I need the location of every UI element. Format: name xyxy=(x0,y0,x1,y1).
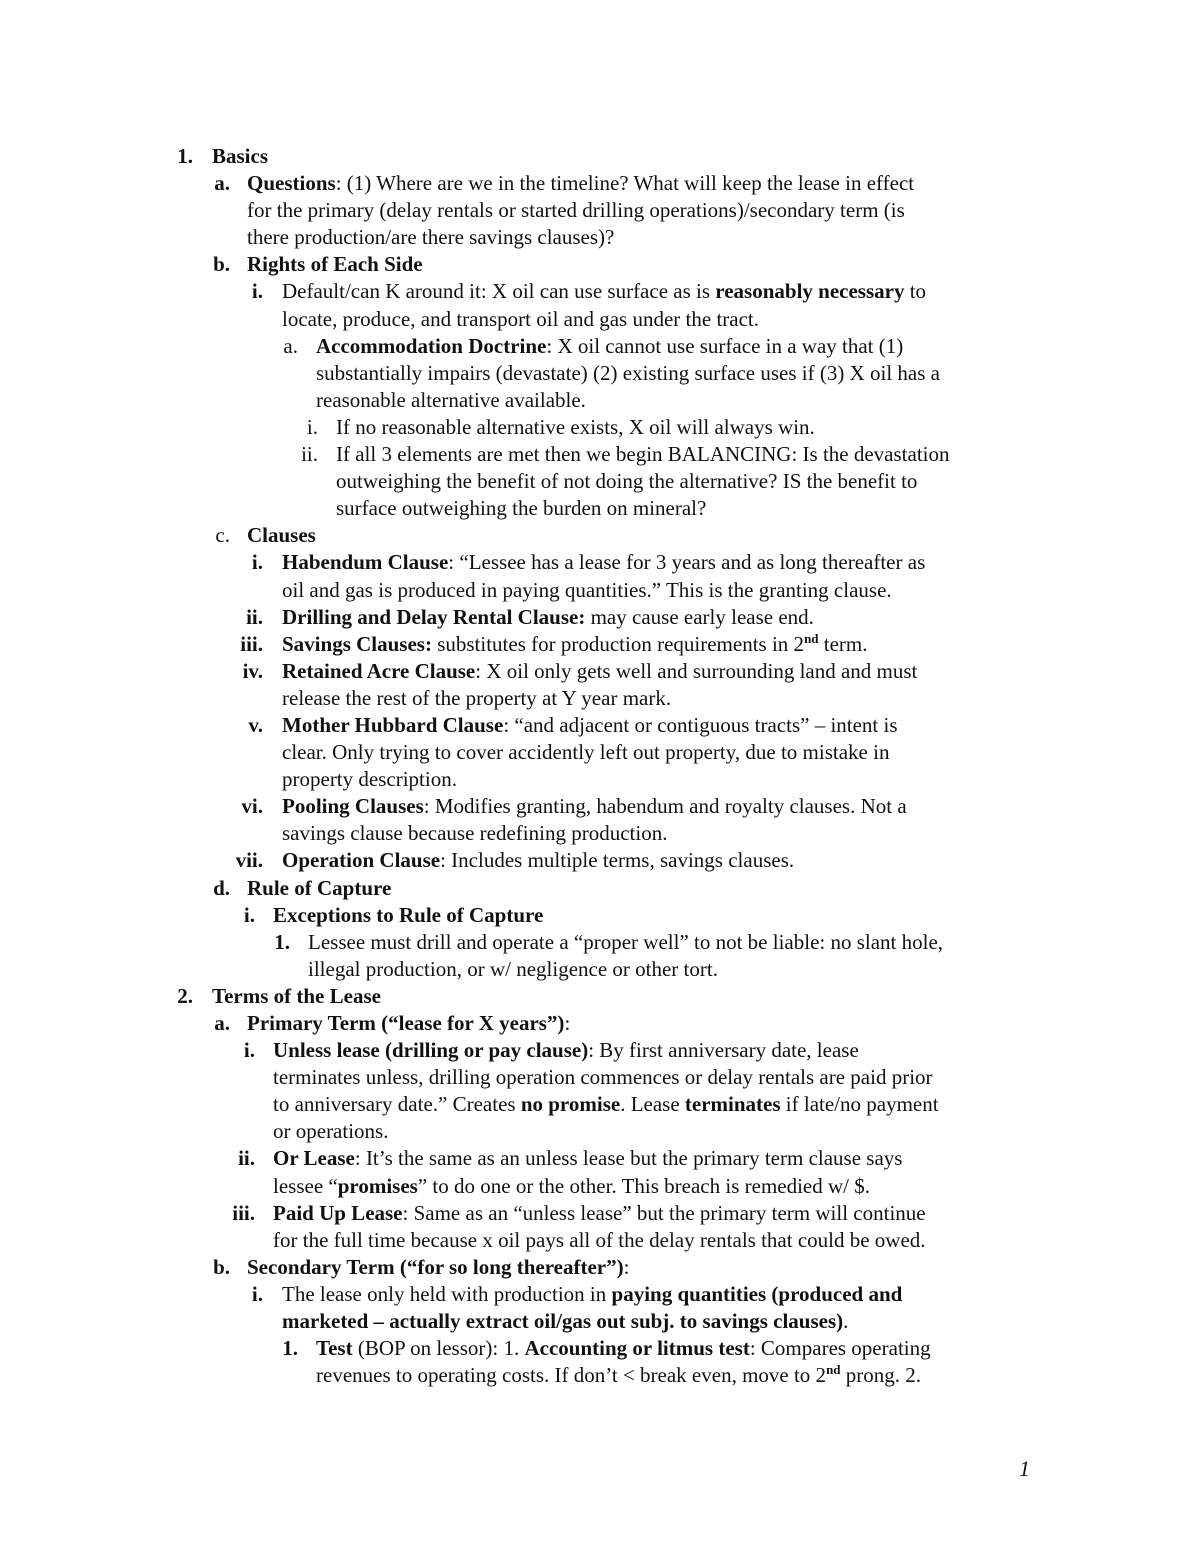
outline-line xyxy=(0,549,1200,576)
outline-line xyxy=(0,631,1200,658)
outline-line xyxy=(0,143,1200,170)
line-text xyxy=(282,577,892,604)
text-run: If all 3 elements are met then we begin BALANCING: Is the devastation xyxy=(336,442,950,467)
bold-text: promises xyxy=(337,1173,418,1198)
text-run: illegal production, or w/ negligence or other tort. xyxy=(308,956,718,981)
text-run: (BOP on lessor): 1. xyxy=(352,1336,525,1361)
line-text xyxy=(282,1281,902,1308)
text-run: Default/can K around it: X oil can use surface as is xyxy=(282,279,716,304)
bold-text: paying quantities (produced and xyxy=(611,1281,903,1306)
bold-text: Exceptions to Rule of Capture xyxy=(273,902,544,927)
text-run: clear. Only trying to cover accidently left out property, due to mistake in xyxy=(282,740,890,765)
text-run: . Lease xyxy=(620,1092,685,1117)
list-marker: vi. xyxy=(241,794,263,819)
list-marker: c. xyxy=(215,523,230,548)
line-text xyxy=(247,197,905,224)
text-run: savings clause because redefining production. xyxy=(282,821,668,846)
outline-line xyxy=(0,1335,1200,1362)
text-run: : (1) Where are we in the timeline? What will keep the lease in effect xyxy=(335,171,915,196)
outline-line xyxy=(0,387,1200,414)
text-run: substitutes for production requirements in 2 xyxy=(431,631,805,656)
outline-line xyxy=(0,1037,1200,1064)
outline-line xyxy=(0,1145,1200,1172)
list-marker: ii. xyxy=(238,1146,255,1171)
line-text xyxy=(282,658,917,685)
line-text xyxy=(282,685,671,712)
text-run: to xyxy=(904,279,927,304)
bold-text: Clauses xyxy=(247,523,316,548)
line-text xyxy=(247,1010,570,1037)
line-text xyxy=(282,549,925,576)
line-text xyxy=(282,1308,848,1335)
outline-line xyxy=(0,1281,1200,1308)
line-text xyxy=(273,1118,388,1145)
line-text xyxy=(336,495,706,522)
outline-line xyxy=(0,414,1200,441)
text-run: : X oil only gets well and surrounding land and must xyxy=(475,658,918,683)
line-text xyxy=(308,956,718,983)
outline-line xyxy=(0,1200,1200,1227)
text-run: there production/are there savings clauses)? xyxy=(247,225,615,250)
text-run: : Same as an “unless lease” but the primary term will continue xyxy=(402,1200,926,1225)
outline-line xyxy=(0,847,1200,874)
list-marker: iii. xyxy=(240,631,263,656)
outline xyxy=(0,143,1200,1389)
text-run: : Modifies granting, habendum and royalty clauses. Not a xyxy=(423,794,907,819)
text-run: : xyxy=(564,1011,571,1035)
bold-text: Primary Term (“lease for X years”) xyxy=(247,1011,565,1035)
line-text xyxy=(273,1145,902,1172)
line-text xyxy=(273,902,543,929)
line-text xyxy=(282,631,868,658)
list-marker: iv. xyxy=(242,658,263,683)
bold-text: Questions xyxy=(247,171,336,196)
bold-text: Accommodation Doctrine xyxy=(316,333,547,358)
outline-line xyxy=(0,739,1200,766)
list-marker: a. xyxy=(283,333,298,358)
list-marker: d. xyxy=(213,875,230,900)
superscript-text: nd xyxy=(804,630,819,646)
text-run: terminates unless, drilling operation commences or delay rentals are paid prior xyxy=(273,1065,933,1090)
text-run: to anniversary date.” Creates xyxy=(273,1092,521,1117)
line-text xyxy=(282,278,926,305)
bold-text: Mother Hubbard Clause xyxy=(282,712,504,737)
outline-line xyxy=(0,1227,1200,1254)
bold-text: terminates xyxy=(684,1092,781,1117)
text-run: for the primary (delay rentals or started drilling operations)/secondary term (is xyxy=(247,198,905,223)
line-text xyxy=(273,1091,939,1118)
line-text xyxy=(247,875,391,902)
outline-line xyxy=(0,170,1200,197)
line-text xyxy=(247,1254,629,1281)
line-text xyxy=(282,739,889,766)
line-text xyxy=(282,847,794,874)
text-run: lessee “ xyxy=(273,1173,338,1198)
outline-line xyxy=(0,604,1200,631)
outline-line xyxy=(0,251,1200,278)
outline-line xyxy=(0,278,1200,305)
line-text xyxy=(316,387,586,414)
page-number: 1 xyxy=(1019,1456,1030,1481)
outline-line xyxy=(0,441,1200,468)
bold-text: Pooling Clauses xyxy=(282,794,424,819)
outline-line xyxy=(0,766,1200,793)
outline-line xyxy=(0,1064,1200,1091)
list-marker: i. xyxy=(251,550,263,575)
list-marker: a. xyxy=(214,171,230,196)
list-marker: ii. xyxy=(246,604,263,629)
text-run: surface outweighing the burden on mineral? xyxy=(336,496,707,521)
bold-text: Secondary Term (“for so long thereafter”) xyxy=(247,1254,624,1279)
outline-line xyxy=(0,685,1200,712)
text-run: term. xyxy=(818,631,868,656)
text-run: oil and gas is produced in paying quantities.” This is the granting clause. xyxy=(282,577,892,602)
line-text xyxy=(247,224,614,251)
outline-line xyxy=(0,1254,1200,1281)
line-text xyxy=(273,1227,926,1254)
line-text xyxy=(316,360,940,387)
outline-line xyxy=(0,197,1200,224)
outline-line xyxy=(0,1118,1200,1145)
line-text xyxy=(212,983,381,1010)
line-text xyxy=(336,414,815,441)
bold-text: marketed – actually extract oil/gas out subj. to savings clauses) xyxy=(282,1309,844,1334)
text-run: : Includes multiple terms, savings clauses. xyxy=(440,848,795,873)
outline-line xyxy=(0,983,1200,1010)
list-marker: i. xyxy=(251,279,263,304)
line-text xyxy=(308,929,943,956)
text-run: : xyxy=(623,1254,630,1279)
line-text xyxy=(273,1064,933,1091)
text-run: for the full time because x oil pays all of the delay rentals that could be owed. xyxy=(273,1227,926,1252)
line-text xyxy=(336,468,917,495)
line-text xyxy=(247,251,423,278)
list-marker: vii. xyxy=(235,848,263,873)
bold-text: Or Lease xyxy=(273,1146,355,1171)
bold-text: Retained Acre Clause xyxy=(282,658,476,683)
text-run: reasonable alternative available. xyxy=(316,387,586,412)
outline-line xyxy=(0,224,1200,251)
bold-text: Rights of Each Side xyxy=(247,252,423,277)
bold-text: Unless lease (drilling or pay clause) xyxy=(273,1038,589,1063)
list-marker: i. xyxy=(306,414,318,439)
text-run: : It’s the same as an unless lease but the primary term clause says xyxy=(354,1146,903,1171)
list-marker: a. xyxy=(214,1011,230,1035)
text-run: may cause early lease end. xyxy=(585,604,814,629)
text-run: : By first anniversary date, lease xyxy=(588,1038,859,1063)
line-text xyxy=(336,441,950,468)
bold-text: Basics xyxy=(212,144,269,168)
outline-line xyxy=(0,360,1200,387)
outline-line xyxy=(0,522,1200,549)
outline-line xyxy=(0,793,1200,820)
list-marker: 1. xyxy=(282,1336,298,1361)
text-run: release the rest of the property at Y year mark. xyxy=(282,685,672,710)
line-text xyxy=(282,793,907,820)
line-text xyxy=(316,1335,931,1362)
text-run: prong. 2. xyxy=(840,1363,922,1388)
outline-line xyxy=(0,1308,1200,1335)
text-run: If no reasonable alternative exists, X oil will always win. xyxy=(336,414,815,439)
line-text xyxy=(273,1173,870,1200)
line-text xyxy=(282,766,457,793)
bold-text: Test xyxy=(316,1336,353,1361)
text-run: : “and adjacent or contiguous tracts” – intent is xyxy=(503,712,898,737)
list-marker: 2. xyxy=(177,983,193,1008)
text-run: ” to do one or the other. This breach is remedied w/ $. xyxy=(417,1173,870,1198)
outline-line xyxy=(0,306,1200,333)
text-run: : Compares operating xyxy=(749,1336,931,1361)
outline-line xyxy=(0,1010,1200,1037)
line-text xyxy=(273,1200,926,1227)
text-run: : X oil cannot use surface in a way that (1) xyxy=(546,333,904,358)
list-marker: i. xyxy=(243,902,255,927)
text-run: substantially impairs (devastate) (2) existing surface uses if (3) X oil has a xyxy=(316,360,940,385)
line-text xyxy=(212,143,268,170)
superscript-text: nd xyxy=(826,1362,841,1378)
bold-text: Rule of Capture xyxy=(247,875,392,900)
outline-line xyxy=(0,658,1200,685)
line-text xyxy=(273,1037,859,1064)
line-text xyxy=(247,170,914,197)
outline-line xyxy=(0,902,1200,929)
list-marker: b. xyxy=(213,1254,230,1279)
outline-line xyxy=(0,1362,1200,1389)
bold-text: Accounting or litmus test xyxy=(524,1336,750,1361)
outline-line xyxy=(0,333,1200,360)
text-run: revenues to operating costs. If don’t < break even, move to 2 xyxy=(316,1363,827,1388)
text-run: locate, produce, and transport oil and gas under the tract. xyxy=(282,306,759,331)
line-text xyxy=(282,604,814,631)
text-run: outweighing the benefit of not doing the alternative? IS the benefit to xyxy=(336,469,918,494)
bold-text: Terms of the Lease xyxy=(212,983,381,1008)
list-marker: v. xyxy=(248,712,263,737)
line-text xyxy=(316,1362,921,1389)
line-text xyxy=(282,820,667,847)
outline-line xyxy=(0,929,1200,956)
list-marker: i. xyxy=(243,1038,255,1063)
bold-text: Habendum Clause xyxy=(282,550,449,575)
outline-line xyxy=(0,1091,1200,1118)
outline-line xyxy=(0,577,1200,604)
outline-line xyxy=(0,820,1200,847)
bold-text: no promise xyxy=(520,1092,621,1117)
line-text xyxy=(316,333,903,360)
text-run: if late/no payment xyxy=(780,1092,939,1117)
text-run: Lessee must drill and operate a “proper well” to not be liable: no slant hole, xyxy=(308,929,944,954)
text-run: : “Lessee has a lease for 3 years and as long thereafter as xyxy=(448,550,926,575)
text-run: . xyxy=(843,1309,849,1334)
line-text xyxy=(282,712,898,739)
bold-text: reasonably necessary xyxy=(715,279,905,304)
outline-line xyxy=(0,956,1200,983)
line-text xyxy=(282,306,759,333)
bold-text: Drilling and Delay Rental Clause: xyxy=(282,604,586,629)
line-text xyxy=(247,522,316,549)
list-marker: i. xyxy=(251,1281,263,1306)
list-marker: iii. xyxy=(232,1200,255,1225)
bold-text: Savings Clauses: xyxy=(282,631,432,656)
list-marker: 1. xyxy=(177,144,193,168)
list-marker: b. xyxy=(213,252,230,277)
bold-text: Paid Up Lease xyxy=(273,1200,403,1225)
text-run: or operations. xyxy=(273,1119,389,1144)
list-marker: 1. xyxy=(274,929,290,954)
outline-line xyxy=(0,495,1200,522)
outline-line xyxy=(0,875,1200,902)
text-run: The lease only held with production in xyxy=(282,1281,612,1306)
text-run: property description. xyxy=(282,767,457,792)
bold-text: Operation Clause xyxy=(282,848,441,873)
outline-line xyxy=(0,468,1200,495)
outline-line xyxy=(0,1173,1200,1200)
outline-line xyxy=(0,712,1200,739)
list-marker: ii. xyxy=(301,442,318,467)
